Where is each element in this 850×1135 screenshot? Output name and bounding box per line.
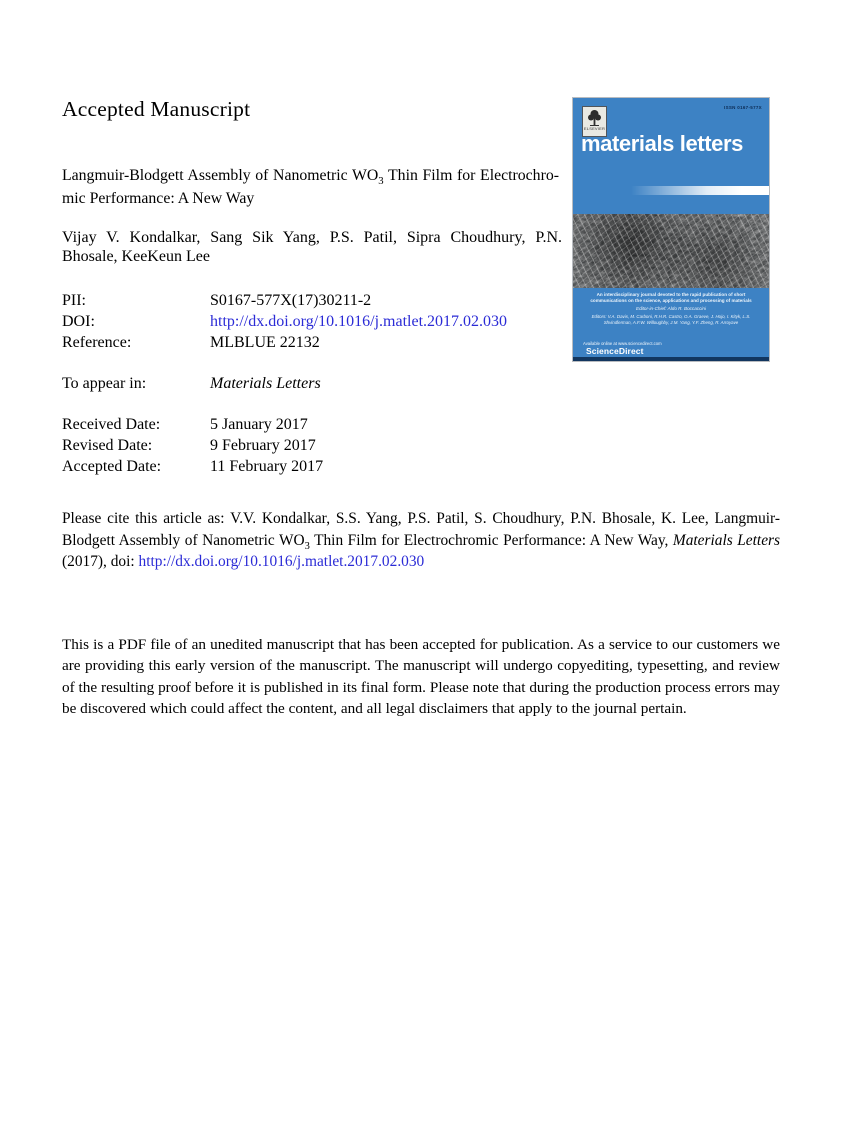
citation-paragraph (62, 508, 780, 573)
meta-row-accepted (62, 456, 507, 477)
reference-value: MLBLUE 22132 (210, 334, 320, 351)
elsevier-wordmark: ELSEVIER (583, 126, 606, 131)
accepted-date-label: Accepted Date: (62, 458, 162, 475)
accepted-date-value: 11 February 2017 (210, 458, 324, 475)
metadata-block (62, 290, 507, 477)
meta-row-to-appear (62, 373, 507, 394)
spacer (62, 394, 507, 414)
received-date-value: 5 January 2017 (210, 416, 308, 433)
article-title-text: Langmuir-Blodgett Assembly of Nanometric WO (62, 167, 379, 184)
page-title: Accepted Manuscript (62, 97, 251, 121)
editor-in-chief: Editor-in-Chief: Aldo R. Boccaccini (636, 306, 706, 311)
doi-link[interactable]: http://dx.doi.org/10.1016/j.matlet.2017.02.030 (210, 313, 508, 330)
journal-title: materials letters (581, 131, 743, 156)
elsevier-tree-icon (587, 109, 602, 127)
citation-text: Please cite this article as: V.V. Kondalkar, S.S. Yang, P.S. Patil, S. Choudhury, P.N. Bhosale, K. Lee, Langmuir-Blodgett Assembly of Nanometric WO (62, 510, 780, 549)
cover-bottom-strip (573, 357, 769, 361)
sem-micrograph-image (573, 214, 769, 288)
pii-value: S0167-577X(17)30211-2 (210, 292, 372, 309)
citation-doi-link[interactable]: http://dx.doi.org/10.1016/j.matlet.2017.02.030 (138, 553, 425, 571)
sem-noise-texture (573, 214, 769, 288)
doi-label: DOI: (62, 313, 95, 330)
gradient-bar (631, 186, 769, 195)
citation-text-2: Thin Film for Electrochromic Performance: A New Way, (309, 531, 673, 549)
spacer (62, 353, 507, 373)
article-title (62, 164, 559, 210)
editors-list: Editors: V.A. Davis, M. Carboni, R.H.R. Castro, O.A. Graeve, J. Hojo, I. Kityk, L.S. Shvindlerman, A.F.W. Willoughby, J.M. Yang, Y.F. Zheng, R. Arroyave (591, 314, 751, 325)
issn-label: ISSN 0167-577X (724, 105, 762, 110)
subscript-3: 3 (378, 175, 384, 188)
to-appear-value: Materials Letters (210, 375, 321, 392)
article-title-text-rest: Thin Film for Electrochromic Performance: A New Way (62, 167, 560, 207)
journal-cover (572, 97, 770, 362)
meta-row-pii (62, 290, 507, 311)
to-appear-label: To appear in: (62, 375, 147, 392)
pii-label: PII: (62, 292, 86, 309)
sciencedirect-logo: ScienceDirect (586, 346, 644, 356)
meta-row-reference (62, 332, 507, 353)
author-list: Vijay V. Kondalkar, Sang Sik Yang, P.S. Patil, Sipra Choudhury, P.N. Bhosale, KeeKeun Lee (62, 229, 562, 265)
reference-label: Reference: (62, 334, 132, 351)
revised-date-value: 9 February 2017 (210, 437, 316, 454)
subscript-3: 3 (304, 540, 310, 552)
received-date-label: Received Date: (62, 416, 161, 433)
meta-row-revised (62, 435, 507, 456)
journal-name: Materials Letters (672, 531, 781, 549)
meta-row-doi (62, 311, 507, 332)
meta-row-received (62, 414, 507, 435)
citation-text-3: (2017), doi: (62, 553, 139, 571)
journal-tagline: An interdisciplinary journal devoted to the rapid publication of short communications on the science, applications and processing of materials (590, 292, 752, 303)
disclaimer-paragraph: This is a PDF file of an unedited manuscript that has been accepted for publication. As a service to our customers we are providing this early version of the manuscript. The manuscript will undergo copyediting, typesetting, and review of the resulting proof before it is published in its final form. Please note that during the production process errors may be discovered which could affect the content, and all legal disclaimers that apply to the journal pertain. (62, 636, 780, 718)
revised-date-label: Revised Date: (62, 437, 153, 454)
available-online-note: Available online at www.sciencedirect.com (583, 341, 662, 346)
